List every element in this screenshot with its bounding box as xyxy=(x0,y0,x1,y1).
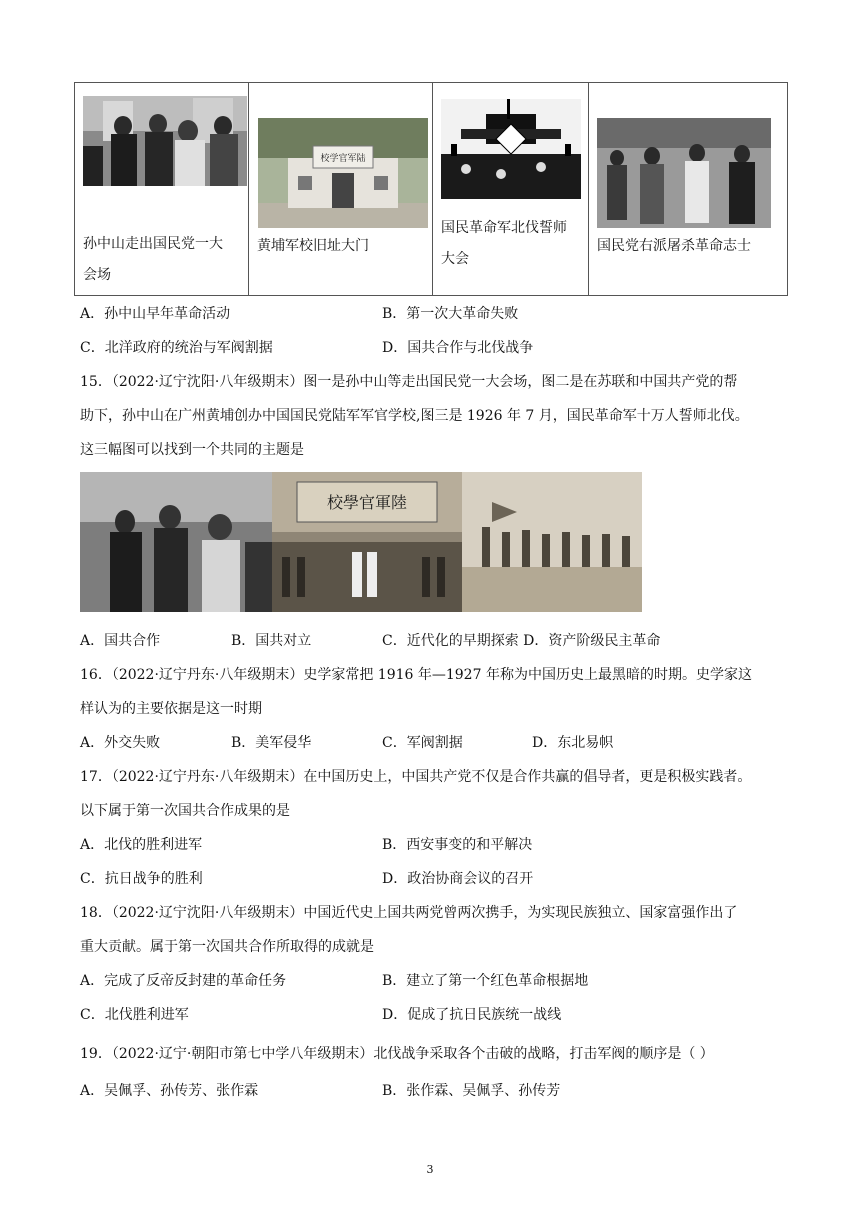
q15-photo-3 xyxy=(462,472,642,612)
q19-stem-line1: 19．（2022·辽宁·朝阳市第七中学八年级期末）北伐战争采取各个击破的战略，打击军阀的顺序是（ ） xyxy=(80,1046,714,1062)
q16-stem-line1: 16．（2022·辽宁丹东·八年级期末）史学家常把 1916 年—1927 年称为中国历史上最黑暗的时期。史学家这 xyxy=(80,667,752,683)
q16-stem-line2: 样认为的主要依据是这一时期 xyxy=(80,701,262,717)
q17-option-d[interactable]: D．政治协商会议的召开 xyxy=(382,871,534,887)
caption-4 xyxy=(597,231,781,262)
q16-option-d[interactable]: D．东北易帜 xyxy=(532,735,614,751)
q15-photo-1 xyxy=(80,472,272,612)
caption-2 xyxy=(257,231,426,262)
caption-3-line2: 大会 xyxy=(441,251,469,267)
q14-option-d[interactable]: D．国共合作与北伐战争 xyxy=(382,340,534,356)
photo-whampoa-gate xyxy=(258,118,428,228)
q15-photo-strip xyxy=(80,472,642,612)
q14-option-c[interactable]: C．北洋政府的统治与军阀割据 xyxy=(80,340,273,356)
academy-sign-text: 校學官軍陸 xyxy=(326,493,408,512)
caption-4-line1: 国民党右派屠杀革命志士 xyxy=(597,238,751,254)
q16-option-c[interactable]: C．军阀割据 xyxy=(382,735,463,751)
table-cell-3 xyxy=(433,83,589,295)
q17-option-b[interactable]: B．西安事变的和平解决 xyxy=(382,837,533,853)
caption-2-line1: 黄埔军校旧址大门 xyxy=(257,238,369,254)
photo-sun-yatsen-leaving-hall xyxy=(83,96,247,186)
caption-1-line1: 孙中山走出国民党一大 xyxy=(83,236,223,252)
q18-stem-line1: 18．（2022·辽宁沈阳·八年级期末）中国近代史上国共两党曾两次携手，为实现民族独立、国家富强作出了 xyxy=(80,905,738,921)
q15-stem-line2: 助下，孙中山在广州黄埔创办中国国民党陆军军官学校,图三是 1926 年 7 月，国民革命军十万人誓师北伐。 xyxy=(80,408,749,424)
caption-1 xyxy=(83,229,242,291)
q19-option-b[interactable]: B．张作霖、吴佩孚、孙传芳 xyxy=(382,1083,561,1099)
q18-option-c[interactable]: C．北伐胜利进军 xyxy=(80,1007,189,1023)
q16-option-b[interactable]: B．美军侵华 xyxy=(231,735,312,751)
gate-sign-text: 校学官军陆 xyxy=(320,154,366,164)
q15-option-a[interactable]: A．国共合作 xyxy=(80,633,161,649)
q15-option-b[interactable]: B．国共对立 xyxy=(231,633,312,649)
q18-stem-line2: 重大贡献。属于第一次国共合作所取得的成就是 xyxy=(80,939,374,955)
q16-option-a[interactable]: A．外交失败 xyxy=(80,735,161,751)
q19-option-a[interactable]: A．吴佩孚、孙传芳、张作霖 xyxy=(80,1083,259,1099)
q18-option-a[interactable]: A．完成了反帝反封建的革命任务 xyxy=(80,973,287,989)
q17-option-c[interactable]: C．抗日战争的胜利 xyxy=(80,871,203,887)
q15-stem-line3: 这三幅图可以找到一个共同的主题是 xyxy=(80,442,304,458)
caption-1-line2: 会场 xyxy=(83,267,111,283)
image-table xyxy=(74,82,788,296)
q18-option-b[interactable]: B．建立了第一个红色革命根据地 xyxy=(382,973,589,989)
q14-option-b[interactable]: B．第一次大革命失败 xyxy=(382,306,519,322)
photo-massacre-of-revolutionaries xyxy=(597,118,771,228)
caption-3 xyxy=(441,213,582,275)
table-cell-4 xyxy=(589,83,787,295)
q14-option-a[interactable]: A．孙中山早年革命活动 xyxy=(80,306,231,322)
q15-stem-line1: 15．（2022·辽宁沈阳·八年级期末）图一是孙中山等走出国民党一大会场，图二是在苏联和中国共产党的帮 xyxy=(80,374,738,390)
q15-option-c[interactable]: C．近代化的早期探索 D．资产阶级民主革命 xyxy=(382,633,661,649)
table-cell-2 xyxy=(249,83,433,295)
photo-northern-expedition-rally xyxy=(441,99,581,199)
q17-option-a[interactable]: A．北伐的胜利进军 xyxy=(80,837,203,853)
q17-stem-line1: 17．（2022·辽宁丹东·八年级期末）在中国历史上，中国共产党不仅是合作共赢的倡导者，更是积极实践者。 xyxy=(80,769,752,785)
q18-option-d[interactable]: D．促成了抗日民族统一战线 xyxy=(382,1007,562,1023)
q15-photo-2 xyxy=(272,472,462,612)
table-cell-1 xyxy=(75,83,249,295)
q17-stem-line2: 以下属于第一次国共合作成果的是 xyxy=(80,803,290,819)
caption-3-line1: 国民革命军北伐誓师 xyxy=(441,220,567,236)
page-number: 3 xyxy=(426,1163,434,1176)
